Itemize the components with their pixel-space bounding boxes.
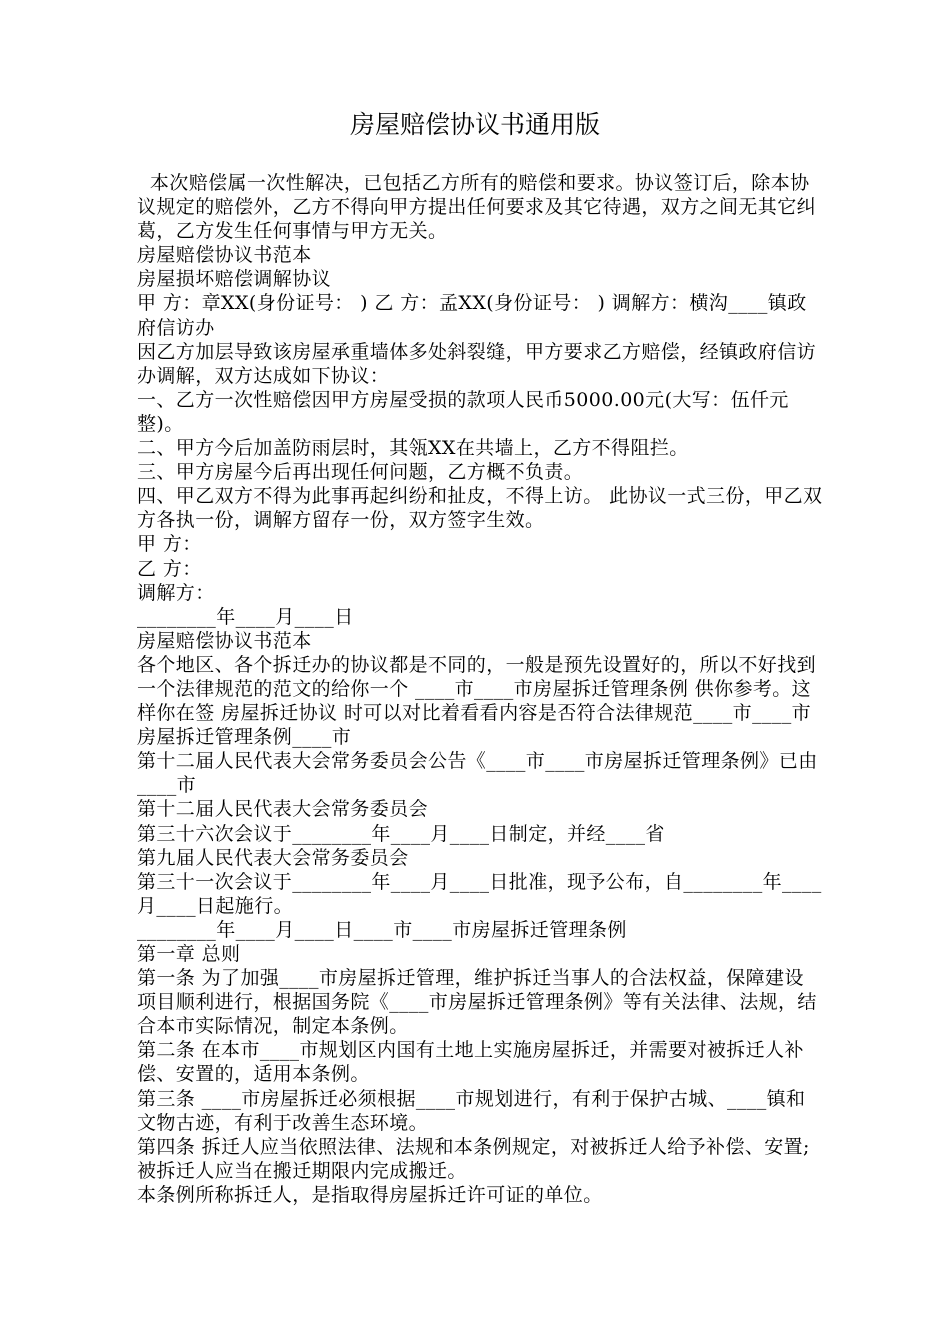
paragraph-intro: 本次赔偿属一次性解决，已包括乙方所有的赔偿和要求。协议签订后，除本协议规定的赔偿外，乙方不得向甲方提出任何要求及其它待遇，双方之间无其它纠葛，乙方发生任何事情与甲方无关。	[137, 172, 817, 243]
paragraph-definition: 本条例所称拆迁人，是指取得房屋拆迁许可证的单位。	[137, 1183, 603, 1206]
clause-2: 二、甲方今后加盖防雨层时，其瓴XX在共墙上，乙方不得阻拦。	[137, 437, 689, 460]
paragraph-committee-9: 第九届人民代表大会常务委员会	[137, 846, 409, 869]
paragraph-committee-12: 第十二届人民代表大会常务委员会	[137, 798, 429, 821]
paragraph-regulation-date: ________年____月____日____市____市房屋拆迁管理条例	[137, 918, 627, 941]
heading-sample-2: 房屋赔偿协议书范本	[137, 629, 312, 652]
paragraph-background: 因乙方加层导致该房屋承重墙体多处斜裂缝，甲方要求乙方赔偿，经镇政府信访办调解，双方达成如下协议：	[137, 340, 817, 387]
signature-mediator: 调解方：	[137, 581, 215, 604]
document-title: 房屋赔偿协议书通用版	[349, 110, 600, 139]
document-body	[137, 171, 823, 1207]
paragraph-session-36: 第三十六次会议于________年____月____日制定，并经____省	[137, 822, 665, 845]
parties-line: 甲 方：章XX(身份证号： ) 乙 方：孟XX(身份证号： ) 调解方：横沟____镇政府信访办	[137, 292, 807, 339]
signature-date: ________年____月____日	[137, 605, 354, 628]
paragraph-announcement: 第十二届人民代表大会常务委员会公告《____市____市房屋拆迁管理条例》已由____市	[137, 750, 818, 797]
article-1: 第一条 为了加强____市房屋拆迁管理，维护拆迁当事人的合法权益，保障建设项目顺利进行，根据国务院《____市房屋拆迁管理条例》等有关法律、法规，结合本市实际情况，制定本条例。	[137, 967, 817, 1038]
clause-1: 一、乙方一次性赔偿因甲方房屋受损的款项人民币5000.00元(大写：伍仟元整)。	[137, 388, 789, 435]
clause-4: 四、甲乙双方不得为此事再起纠纷和扯皮，不得上访。 此协议一式三份，甲乙双方各执一份，调解方留存一份，双方签字生效。	[137, 485, 823, 532]
heading-mediation-agreement: 房屋损坏赔偿调解协议	[137, 268, 332, 291]
heading-sample: 房屋赔偿协议书范本	[137, 244, 312, 267]
paragraph-regions: 各个地区、各个拆迁办的协议都是不同的，一般是预先设置好的，所以不好找到一个法律规范的范文的给你一个 ____市____市房屋拆迁管理条例 供你参考。这样你在签 房屋拆迁协议 时可以对比着看看内容是否符合法律规范____市____市房屋拆迁管理条例____市	[137, 653, 817, 749]
clause-3: 三、甲方房屋今后再出现任何问题，乙方概不负责。	[137, 461, 584, 484]
article-3: 第三条 ____市房屋拆迁必须根据____市规划进行，有利于保护古城、____镇和文物古迹，有利于改善生态环境。	[137, 1087, 806, 1134]
article-2: 第二条 在本市____市规划区内国有土地上实施房屋拆迁，并需要对被拆迁人补偿、安置的，适用本条例。	[137, 1039, 804, 1086]
signature-party-b: 乙 方：	[137, 557, 202, 580]
paragraph-session-31: 第三十一次会议于________年____月____日批准，现予公布，自________年____月____日起施行。	[137, 870, 822, 917]
article-4: 第四条 拆迁人应当依照法律、法规和本条例规定，对被拆迁人给予补偿、安置;被拆迁人应当在搬迁期限内完成搬迁。	[137, 1135, 810, 1182]
chapter-1-heading: 第一章 总则	[137, 943, 241, 965]
signature-party-a: 甲 方：	[137, 533, 202, 556]
